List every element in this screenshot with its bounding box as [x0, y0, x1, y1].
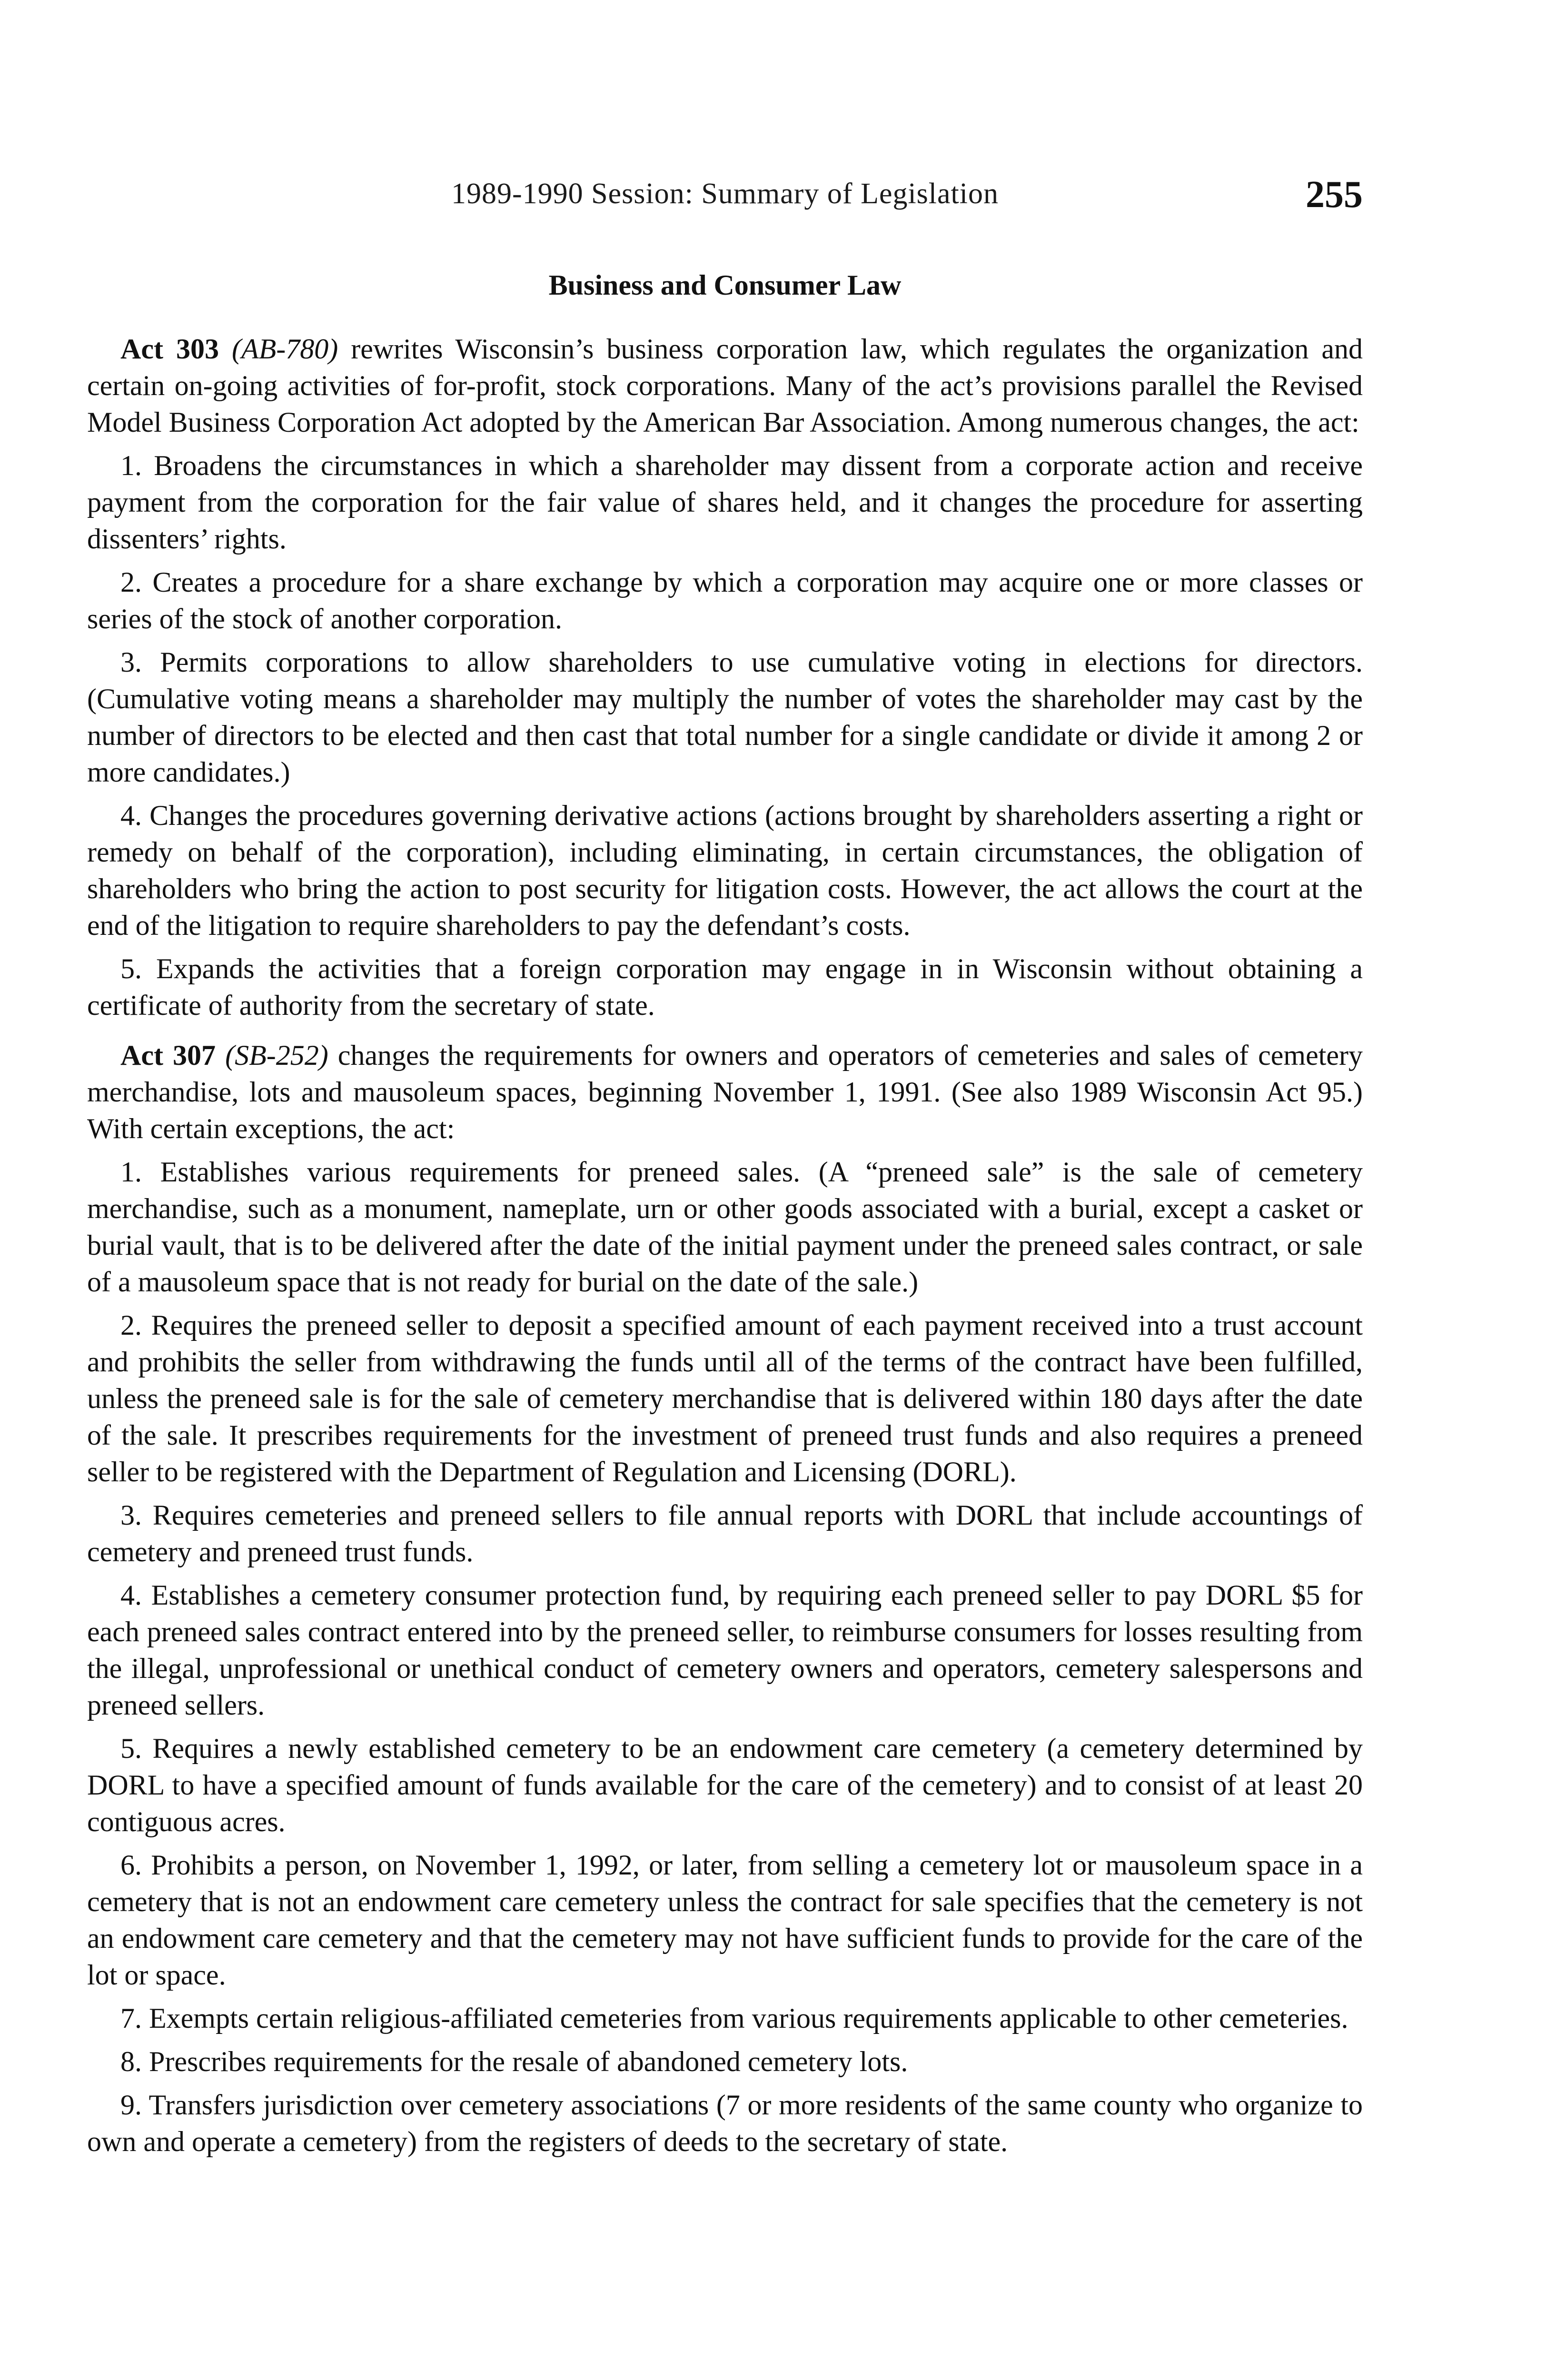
act-303-item-5: 5. Expands the activities that a foreign corporation may engage in in Wisconsin without obtaining a certificate of authority from the secretary of state.: [87, 953, 1363, 1021]
act-303-item-3: 3. Permits corporations to allow shareholders to use cumulative voting in elections for directors. (Cumulative voting means a shareholder may multiply the number of votes the shareholder may cast by the number of directors to be elected and then cast that total number for a single candidate or divide it among 2 or more candidates.): [87, 646, 1363, 788]
act-307-item-1: 1. Establishes various requirements for preneed sales. (A “preneed sale” is the sale of cemetery merchandise, such as a monument, nameplate, urn or other goods associated with a burial, except a casket or burial vault, that is to be delivered after the date of the initial payment under the preneed sales contract, or sale of a mausoleum space that is not ready for burial on the date of the sale.): [87, 1156, 1363, 1298]
act-intro-text: changes the requirements for owners and operators of cemeteries and sales of cemetery merchandise, lots and mausoleum spaces, beginning November 1, 1991. (See also 1989 Wisconsin Act 95.) With certain exceptions, the act:: [87, 1040, 1363, 1144]
act-303-item-1: 1. Broadens the circumstances in which a shareholder may dissent from a corporate action and receive payment from the corporation for the fair value of shares held, and it changes the procedure for asserting dissenters’ rights.: [87, 450, 1363, 555]
act-307-item-6: 6. Prohibits a person, on November 1, 1992, or later, from selling a cemetery lot or mausoleum space in a cemetery that is not an endowment care cemetery unless the contract for sale specifies that the cemetery is not an endowment care cemetery and that the cemetery may not have sufficient funds to provide for the care of the lot or space.: [87, 1849, 1363, 1991]
act-307-item-7: 7. Exempts certain religious-affiliated cemeteries from various requirements applicable to other cemeteries.: [120, 2003, 1348, 2034]
bill-number: (SB-252): [225, 1040, 328, 1071]
act-307-intro: [87, 1037, 1363, 1147]
document-body: [87, 331, 1363, 2167]
running-title: 1989-1990 Session: Summary of Legislation: [451, 178, 999, 210]
act-303-intro: [87, 331, 1363, 441]
act-307-item-9: 9. Transfers jurisdiction over cemetery associations (7 or more residents of the same county who organize to own and operate a cemetery) from the registers of deeds to the secretary of state.: [87, 2089, 1363, 2157]
page-number: 255: [1306, 174, 1363, 216]
act-303-item-2: 2. Creates a procedure for a share exchange by which a corporation may acquire one or more classes or series of the stock of another corporation.: [87, 566, 1363, 635]
act-307-item-3: 3. Requires cemeteries and preneed sellers to file annual reports with DORL that include accountings of cemetery and preneed trust funds.: [87, 1499, 1363, 1567]
act-303-item-4: 4. Changes the procedures governing derivative actions (actions brought by shareholders asserting a right or remedy on behalf of the corporation), including eliminating, in certain circumstances, the obligation of shareholders who bring the action to post security for litigation costs. However, the act allows the court at the end of the litigation to require shareholders to pay the defendant’s costs.: [87, 800, 1363, 941]
section-title: Business and Consumer Law: [548, 269, 902, 301]
act-307-item-5: 5. Requires a newly established cemetery to be an endowment care cemetery (a cemetery determined by DORL to have a specified amount of funds available for the care of the cemetery) and to consist of at least 20 contiguous acres.: [87, 1733, 1363, 1837]
act-307-item-8: 8. Prescribes requirements for the resale of abandoned cemetery lots.: [120, 2046, 908, 2077]
bill-number: (AB-780): [231, 333, 338, 365]
act-number: Act 303: [120, 333, 219, 365]
act-307-item-4: 4. Establishes a cemetery consumer protection fund, by requiring each preneed seller to pay DORL $5 for each preneed sales contract entered into by the preneed seller, to reimburse consumers for losses resulting from the illegal, unprofessional or unethical conduct of cemetery owners and operators, cemetery salespersons and preneed sellers.: [87, 1579, 1363, 1721]
running-header: [87, 174, 1363, 220]
act-intro-text: rewrites Wisconsin’s business corporation law, which regulates the organization and certain on-going activities of for-profit, stock corporations. Many of the act’s provisions parallel the Revised Model Business Corporation Act adopted by the American Bar Association. Among numerous changes, the act:: [87, 333, 1363, 438]
act-number: Act 307: [120, 1040, 216, 1071]
act-307-item-2: 2. Requires the preneed seller to deposit a specified amount of each payment received into a trust account and prohibits the seller from withdrawing the funds until all of the terms of the contract have been fulfilled, unless the preneed sale is for the sale of cemetery merchandise that is delivered within 180 days after the date of the sale. It prescribes requirements for the investment of preneed trust funds and also requires a preneed seller to be registered with the Department of Regulation and Licensing (DORL).: [87, 1309, 1363, 1488]
